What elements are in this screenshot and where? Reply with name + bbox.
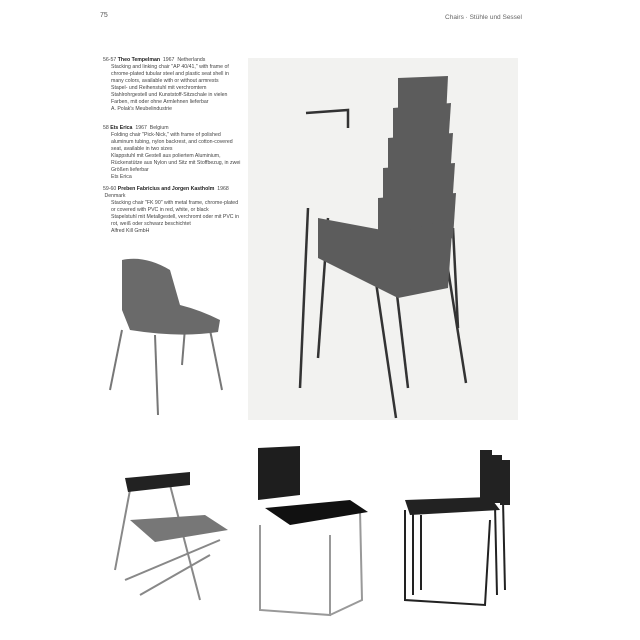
photo-plastic-chair: [100, 250, 230, 420]
photo-fk-chair: [250, 440, 380, 620]
caption-entry: [103, 186, 243, 235]
manufacturer: A. Polak's Meubelindustrie: [111, 106, 172, 112]
running-header: Chairs · Stühle und Sessel: [445, 14, 522, 21]
caption-entry: [103, 125, 243, 181]
photo-folding-chair: [110, 460, 240, 610]
description-de: Stapelstuhl mit Metallgestell, verchromt oder mit PVC in rot, weiß oder schwarz beschichtet: [111, 214, 240, 227]
description-en: Stacking chair "FK 90" with metal frame, chrome-plated or covered with PVC in red, white, or black: [111, 200, 239, 213]
description-de: Klappstuhl mit Gestell aus poliertem Aluminium, Rückenstütze aus Nylon und Sitz mit Stoffbezug, in zwei Größen lieferbar: [111, 153, 241, 173]
year: 1967: [135, 125, 147, 131]
designer: Ets Erica: [110, 125, 133, 131]
year: 1968: [217, 186, 229, 192]
designer: Preben Fabricius and Jorgen Kastholm: [117, 186, 215, 192]
description-de: Stapel- und Reihenstuhl mit verchromtem Stahlrohrgestell und Kunststoff-Sitzschale in vielen Farben, mit oder ohne Armlehnen lieferbar: [111, 85, 228, 105]
photo-stacked-chairs: [248, 58, 518, 420]
description-en: Stacking and linking chair "AP 40/41," with frame of chrome-plated tubular steel and plastic seat shell in many colors, available with or without armrests: [111, 64, 229, 84]
year: 1967: [162, 57, 175, 63]
country: Netherlands: [177, 57, 206, 63]
country: Belgium: [149, 125, 169, 131]
country: Denmark: [104, 193, 126, 199]
manufacturer: Alfred Kill GmbH: [111, 228, 150, 234]
entry-number: 59-60: [103, 186, 117, 192]
manufacturer: Ets Erica: [111, 174, 132, 180]
photo-stacked-fk-chairs: [395, 445, 515, 615]
designer: Theo Tempelman: [117, 57, 161, 63]
caption-entry: [103, 57, 243, 113]
entry-number: 58: [103, 125, 109, 131]
entry-number: 56-57: [103, 57, 117, 63]
page-number: 75: [100, 12, 108, 19]
description-en: Folding chair "Pick-Nick," with frame of polished aluminum tubing, nylon backrest, and cotton-covered seat, available in two sizes: [111, 132, 233, 152]
